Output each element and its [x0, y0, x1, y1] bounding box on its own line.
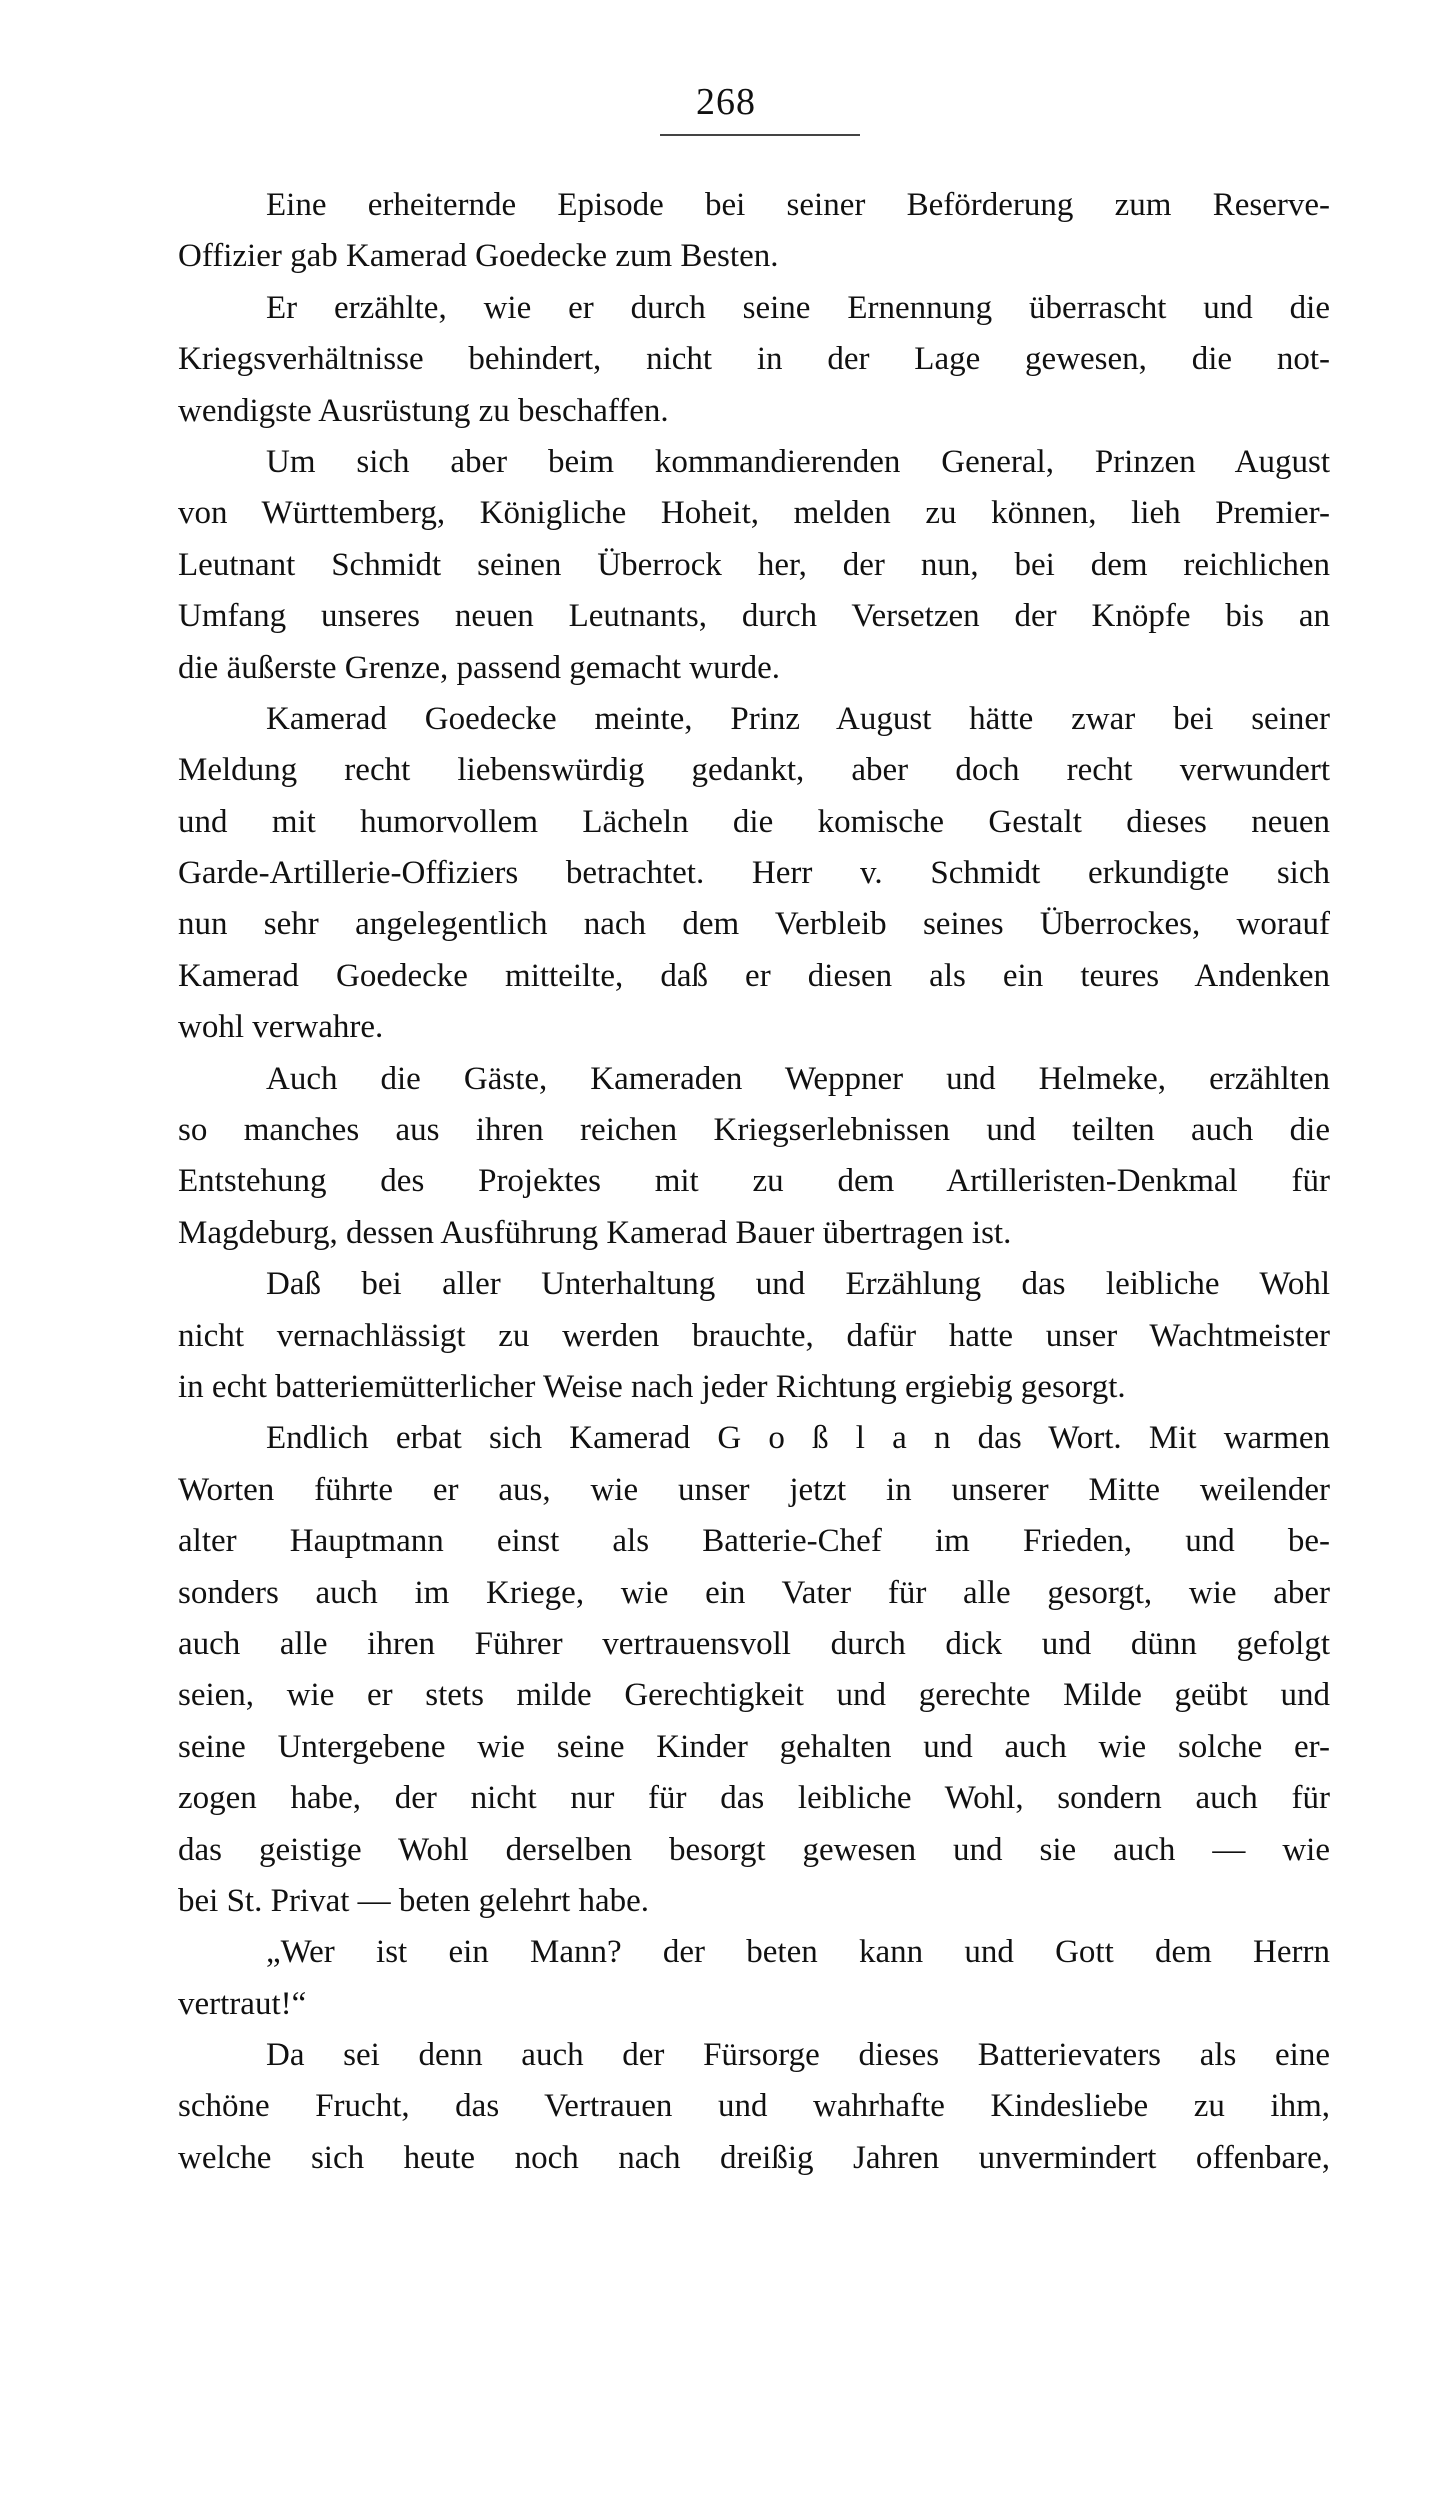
text-line: Eine erheiternde Episode bei seiner Beförderung zum Reserve-	[266, 187, 1330, 223]
text-line: so manches aus ihren reichen Kriegserlebnissen und teilten auch die	[178, 1112, 1330, 1149]
text-line: in echt batteriemütterlicher Weise nach jeder Richtung ergiebig gesorgt.	[178, 1368, 1126, 1405]
text-line: Meldung recht liebenswürdig gedankt, aber doch recht verwundert	[178, 752, 1330, 789]
text-line: bei St. Privat — beten gelehrt habe.	[178, 1882, 650, 1919]
text-line: seien, wie er stets milde Gerechtigkeit und gerechte Milde geübt und	[178, 1677, 1330, 1714]
text-line: zogen habe, der nicht nur für das leibliche Wohl, sondern auch für	[178, 1780, 1330, 1817]
text-line: Auch die Gäste, Kameraden Weppner und Helmeke, erzählten	[266, 1060, 1330, 1097]
text-line: schöne Frucht, das Vertrauen und wahrhafte Kindesliebe zu ihm,	[178, 2088, 1330, 2125]
text-line: Daß bei aller Unterhaltung und Erzählung das leibliche Wohl	[266, 1266, 1330, 1303]
text-line: Entstehung des Projektes mit zu dem Artilleristen-Denkmal für	[178, 1163, 1330, 1200]
body-text	[178, 180, 1330, 2184]
text-line: Um sich aber beim kommandierenden General, Prinzen August	[266, 443, 1330, 480]
text-line: und mit humorvollem Lächeln die komische Gestalt dieses neuen	[178, 803, 1330, 840]
text-line: Endlich erbat sich Kamerad G o ß l a n das Wort. Mit warmen	[266, 1420, 1330, 1457]
text-line: Worten führte er aus, wie unser jetzt in unserer Mitte weilender	[178, 1471, 1330, 1508]
text-line: Leutnant Schmidt seinen Überrock her, der nun, bei dem reichlichen	[178, 546, 1330, 583]
text-line: Offizier gab Kamerad Goedecke zum Besten.	[178, 238, 779, 275]
text-line: wohl verwahre.	[178, 1009, 384, 1046]
text-line: Da sei denn auch der Fürsorge dieses Batterievaters als eine	[266, 2037, 1330, 2074]
page-number: 268	[696, 81, 756, 123]
text-line: vertraut!“	[178, 1985, 307, 2022]
text-line: Kamerad Goedecke mitteilte, daß er diesen als ein teures Andenken	[178, 957, 1330, 994]
text-line: welche sich heute noch nach dreißig Jahren unvermindert offenbare,	[178, 2139, 1330, 2176]
text-line: Magdeburg, dessen Ausführung Kamerad Bauer übertragen ist.	[178, 1214, 1012, 1251]
text-line: nicht vernachlässigt zu werden brauchte, dafür hatte unser Wachtmeister	[178, 1317, 1330, 1354]
text-line: Kriegsverhältnisse behindert, nicht in der Lage gewesen, die not-	[178, 341, 1330, 378]
text-line: auch alle ihren Führer vertrauensvoll durch dick und dünn gefolgt	[178, 1625, 1330, 1662]
header-rule	[660, 134, 860, 136]
text-line: Er erzählte, wie er durch seine Ernennung überrascht und die	[266, 289, 1330, 326]
text-line: die äußerste Grenze, passend gemacht wurde.	[178, 649, 780, 686]
text-line: „Wer ist ein Mann? der beten kann und Gott dem Herrn	[266, 1934, 1330, 1971]
text-line: wendigste Ausrüstung zu beschaffen.	[178, 392, 669, 429]
text-line: seine Untergebene wie seine Kinder gehalten und auch wie solche er-	[178, 1728, 1330, 1765]
text-line: Kamerad Goedecke meinte, Prinz August hätte zwar bei seiner	[266, 700, 1330, 737]
text-line: Umfang unseres neuen Leutnants, durch Versetzen der Knöpfe bis an	[178, 598, 1330, 635]
text-line: das geistige Wohl derselben besorgt gewesen und sie auch — wie	[178, 1831, 1330, 1868]
text-line: von Württemberg, Königliche Hoheit, melden zu können, lieh Premier-	[178, 495, 1330, 532]
text-line: nun sehr angelegentlich nach dem Verbleib seines Überrockes, worauf	[178, 906, 1330, 943]
text-line: alter Hauptmann einst als Batterie-Chef im Frieden, und be-	[178, 1523, 1330, 1560]
text-line: sonders auch im Kriege, wie ein Vater für alle gesorgt, wie aber	[178, 1574, 1330, 1611]
text-line: Garde-Artillerie-Offiziers betrachtet. Herr v. Schmidt erkundigte sich	[178, 855, 1330, 892]
